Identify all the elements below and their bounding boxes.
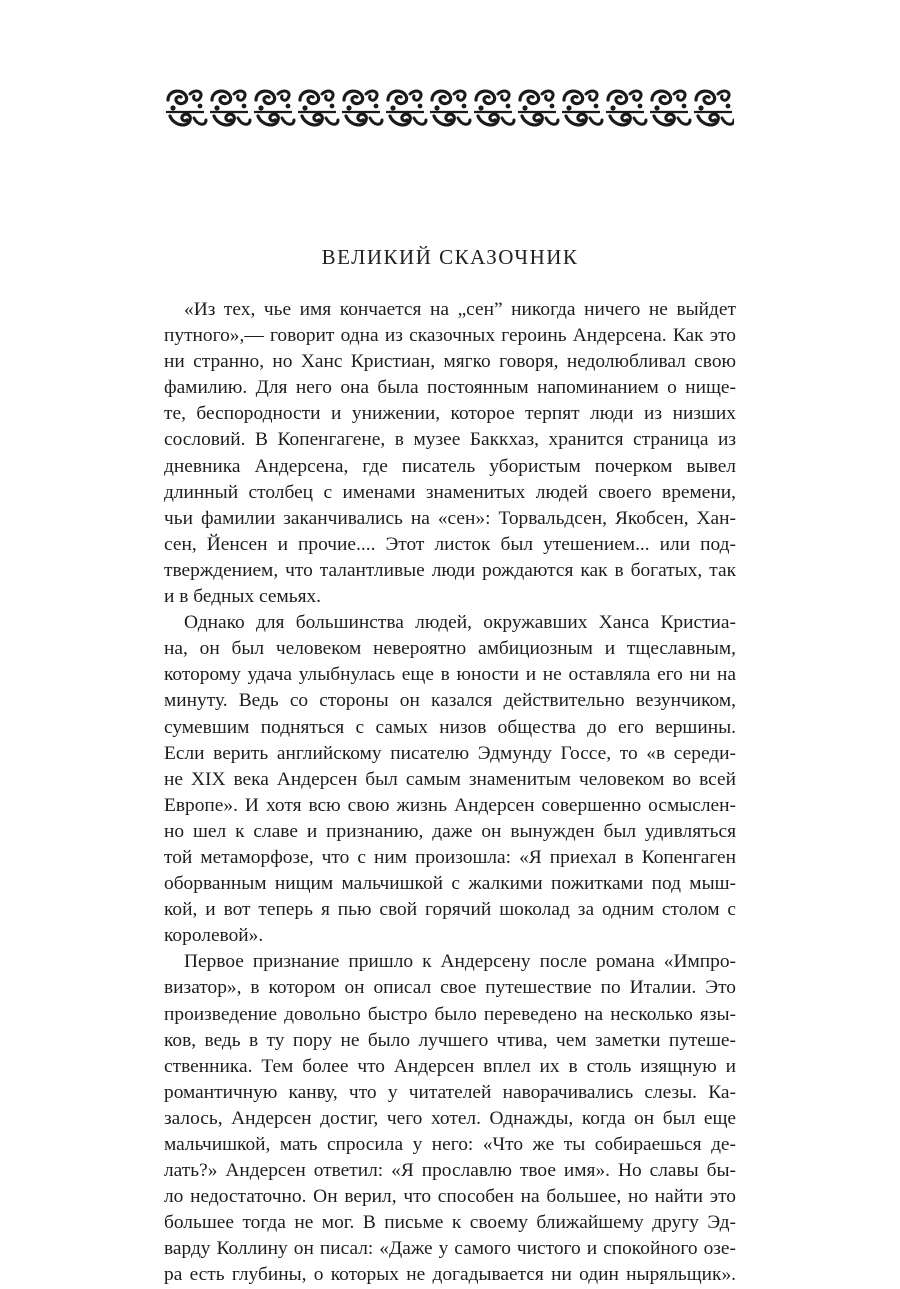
text-line: сумевшим подняться с самых низов общества до его вершины. (164, 716, 736, 738)
text-line: чьи фамилии заканчивались на «сен»: Торвальдсен, Якобсен, Хан- (164, 507, 736, 529)
text-line: ра есть глубины, о которых не догадывается ни один ныряльщик». (164, 1264, 736, 1286)
text-line: романтичную канву, что у читателей наворачивались слезы. Ка- (164, 1081, 736, 1103)
text-line: которому удача улыбнулась еще в юности и не оставляла его ни на (164, 664, 736, 686)
text-line: ственника. Тем более что Андерсен вплел их в столь изящную и (164, 1055, 736, 1077)
text-line: длинный столбец с именами знаменитых людей своего времени, (164, 481, 736, 503)
text-line: Европе». И хотя всю свою жизнь Андерсен совершенно осмыслен- (164, 794, 736, 816)
decorative-ornament-band (164, 86, 734, 132)
text-line: те, беспородности и унижении, которое терпят люди из низших (164, 403, 736, 425)
text-line: кой, и вот теперь я пью свой горячий шоколад за одним столом с (164, 899, 736, 921)
text-line: Однако для большинства людей, окружавших Ханса Кристиа- (184, 612, 736, 634)
text-line: не XIX века Андерсен был самым знаменитым человеком во всей (164, 768, 736, 790)
text-line: тверждением, что талантливые люди рождаются как в богатых, так (164, 559, 736, 581)
text-line: Первое признание пришло к Андерсену после романа «Импро- (184, 951, 736, 973)
text-line: произведение довольно быстро было переведено на несколько язы- (164, 1003, 736, 1025)
ornament-pattern (164, 86, 734, 132)
text-line: и в бедных семьях. (164, 586, 322, 608)
text-line: большее тогда не мог. В письме к своему ближайшему другу Эд- (164, 1212, 736, 1234)
paragraph (164, 949, 736, 1288)
text-line: минуту. Ведь со стороны он казался действительно везунчиком, (164, 690, 736, 712)
text-line: визатор», в котором он описал свое путешествие по Италии. Это (164, 977, 736, 999)
text-line: варду Коллину он писал: «Даже у самого чистого и спокойного озе- (164, 1238, 736, 1260)
text-line: оборванным нищим мальчишкой с жалкими пожитками под мыш- (164, 873, 736, 895)
paragraph (164, 297, 736, 610)
text-line: ков, ведь в ту пору не было лучшего чтива, чем заметки путеше- (164, 1029, 736, 1051)
body-text (164, 297, 736, 1289)
chapter-title: ВЕЛИКИЙ СКАЗОЧНИК (321, 245, 579, 269)
text-line: фамилию. Для него она была постоянным напоминанием о нище- (164, 377, 736, 399)
text-line: путного»,— говорит одна из сказочных героинь Андерсена. Как это (164, 325, 736, 347)
text-line: сословий. В Копенгагене, в музее Баккхаз, хранится страница из (164, 429, 736, 451)
text-line: ни странно, но Ханс Кристиан, мягко говоря, недолюбливал свою (164, 351, 736, 373)
text-line: на, он был человеком невероятно амбициозным и тщеславным, (164, 638, 736, 660)
text-line: той метаморфозе, что с ним произошла: «Я приехал в Копенгаген (164, 846, 736, 868)
paragraph (164, 610, 736, 949)
text-line: мальчишкой, мать спросила у него: «Что же ты собираешься де- (164, 1134, 736, 1155)
text-line: «Из тех, чье имя кончается на „сен” никогда ничего не выйдет (184, 299, 736, 320)
text-line: Если верить английскому писателю Эдмунду Госсе, то «в середи- (164, 742, 736, 764)
text-line: королевой». (164, 925, 264, 947)
text-line: сен, Йенсен и прочие.... Этот листок был утешением... или под- (164, 533, 736, 555)
text-line: дневника Андерсена, где писатель убористым почерком вывел (164, 455, 736, 477)
text-line: залось, Андерсен достиг, чего хотел. Однажды, когда он был еще (164, 1107, 736, 1129)
text-line: ло недостаточно. Он верил, что способен на большее, но найти это (164, 1186, 736, 1208)
text-line: лать?» Андерсен ответил: «Я прославлю твое имя». Но славы бы- (164, 1160, 736, 1182)
text-line: но шел к славе и признанию, даже он вынужден был удивляться (164, 820, 736, 842)
